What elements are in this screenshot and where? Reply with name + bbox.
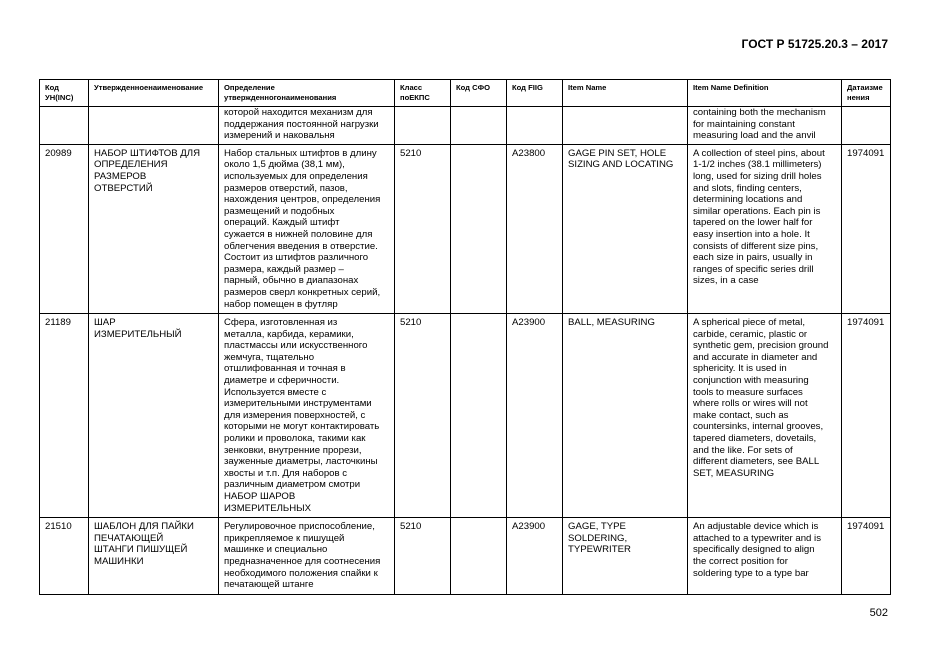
- cell-line: sphericity. It is used in: [693, 363, 787, 375]
- cell-line: Состоит из штифтов различного: [224, 252, 369, 264]
- table-row: [40, 107, 891, 145]
- cell-line: размеров сверл конкретных серий,: [224, 286, 381, 298]
- page-number: 502: [869, 607, 888, 619]
- cell-line: поддержания постоянной нагрузки: [224, 118, 379, 130]
- inc-cell: [40, 314, 89, 518]
- date-cell: [842, 314, 891, 518]
- name-cell: [89, 144, 219, 313]
- header-line: ЕКПС: [409, 93, 430, 102]
- fiig-cell: [507, 518, 563, 595]
- definition-cell: [219, 144, 395, 313]
- header-line: Класс по: [400, 83, 423, 102]
- cell-line: A23900: [512, 521, 546, 533]
- cell-line: containing both the mechanism: [693, 107, 826, 118]
- fiig-cell: [507, 314, 563, 518]
- cell-line: измерений и наковальня: [224, 130, 335, 142]
- header-item-def: [688, 80, 842, 107]
- header-fiig: [507, 80, 563, 107]
- item-name-cell: [563, 144, 688, 313]
- cell-line: около 1,5 дюйма (38,1 мм),: [224, 159, 345, 171]
- cell-line: BALL, MEASURING: [568, 317, 655, 329]
- cell-line: РАЗМЕРОВ: [94, 170, 147, 182]
- cell-line: SIZING AND LOCATING: [568, 159, 674, 171]
- name-cell: [89, 107, 219, 145]
- cell-line: tapered on the lower half for: [693, 217, 813, 229]
- header-date: [842, 80, 891, 107]
- class-cell: [395, 314, 451, 518]
- cell-line: Набор стальных штифтов в длину: [224, 147, 377, 159]
- cell-line: 1974091: [847, 147, 885, 159]
- table-row: [40, 144, 891, 313]
- cell-line: 5210: [400, 317, 422, 329]
- cell-line: ШАР: [94, 317, 116, 329]
- cell-line: and slots, finding centers,: [693, 182, 802, 194]
- cell-line: хвосты и т.п. Для наборов с: [224, 467, 348, 479]
- cell-line: парный, обычно в диапазонах: [224, 275, 359, 287]
- cell-line: размещений и подобных: [224, 205, 335, 217]
- cell-line: 21510: [45, 521, 72, 533]
- document-code: ГОСТ Р 51725.20.3 – 2017: [741, 37, 888, 51]
- cell-line: операций. Каждый штифт: [224, 217, 340, 229]
- cell-line: 21189: [45, 317, 71, 329]
- cell-line: SOLDERING,: [568, 532, 628, 544]
- item-def-cell: [688, 144, 842, 313]
- cell-line: облегчения введения в отверстие.: [224, 240, 378, 252]
- sfo-cell: [451, 518, 507, 595]
- cell-line: ОТВЕРСТИЙ: [94, 182, 153, 194]
- cell-line: НАБОР ШТИФТОВ ДЛЯ: [94, 147, 201, 159]
- cell-line: ШАБЛОН ДЛЯ ПАЙКИ: [94, 521, 194, 533]
- cell-line: размеров отверстий, пазов,: [224, 182, 348, 194]
- cell-line: the correct position for: [693, 555, 788, 567]
- cell-line: 5210: [400, 147, 422, 159]
- inc-cell: [40, 107, 89, 145]
- cell-line: ИЗМЕРИТЕЛЬНЫЙ: [94, 328, 182, 340]
- cell-line: ПЕЧАТАЮЩЕЙ: [94, 532, 164, 544]
- cell-line: A collection of steel pins, about: [693, 147, 825, 159]
- header-line: наименования: [281, 93, 337, 102]
- table-row: [40, 314, 891, 518]
- header-inc: [40, 80, 89, 107]
- cell-line: размера, каждый размер –: [224, 263, 344, 275]
- cell-line: sizes, in a case: [693, 275, 759, 287]
- header-definition: [219, 80, 395, 107]
- cell-line: которыми не могут контактировать: [224, 421, 380, 433]
- cell-line: conjunction with measuring: [693, 375, 809, 387]
- cell-line: ШТАНГИ ПИШУЩЕЙ: [94, 544, 188, 556]
- definition-cell: [219, 314, 395, 518]
- cell-line: long, used for sizing drill holes: [693, 170, 822, 182]
- cell-line: consists of different size pins,: [693, 240, 819, 252]
- sfo-cell: [451, 144, 507, 313]
- cell-line: набор помещен в футляр: [224, 298, 338, 310]
- cell-line: необходимого положения спайки к: [224, 567, 378, 579]
- header-line: Определение утвержденного: [224, 83, 282, 102]
- header-name: [89, 80, 219, 107]
- cell-line: диаметре и сферичности.: [224, 375, 340, 387]
- cell-line: для измерения поверхностей, с: [224, 409, 366, 421]
- cell-line: carbide, ceramic, plastic or: [693, 328, 808, 340]
- cell-line: An adjustable device which is: [693, 521, 819, 533]
- cell-line: НАБОР ШАРОВ: [224, 491, 296, 502]
- cell-line: машинке и специально: [224, 544, 328, 556]
- inc-cell: [40, 518, 89, 595]
- sfo-cell: [451, 107, 507, 145]
- cell-line: МАШИНКИ: [94, 555, 144, 567]
- header-class: [395, 80, 451, 107]
- cell-line: металла, карбида, керамики,: [224, 328, 354, 340]
- class-cell: [395, 107, 451, 145]
- cell-line: measuring load and the anvil: [693, 130, 816, 142]
- cell-line: SET, MEASURING: [693, 467, 775, 479]
- cell-line: Сфера, изготовленная из: [224, 317, 338, 329]
- cell-line: прикрепляемое к пишущей: [224, 532, 345, 544]
- table-header-row: [40, 80, 891, 107]
- cell-line: easy insertion into a hole. It: [693, 228, 810, 240]
- cell-line: отшлифованная и точная в: [224, 363, 346, 375]
- cell-line: A spherical piece of metal,: [693, 317, 805, 329]
- cell-line: specifically designed to align: [693, 544, 815, 556]
- cell-line: and accurate in diameter and: [693, 351, 818, 363]
- cell-line: пластмассы или искусственного: [224, 340, 368, 352]
- cell-line: TYPEWRITER: [568, 544, 631, 556]
- sfo-cell: [451, 314, 507, 518]
- cell-line: synthetic gem, precision ground: [693, 340, 829, 352]
- header-line: (INC): [55, 93, 74, 102]
- cell-line: ОПРЕДЕЛЕНИЯ: [94, 159, 168, 171]
- fiig-cell: [507, 144, 563, 313]
- cell-line: tools to measure surfaces: [693, 386, 803, 398]
- cell-line: determining locations and: [693, 194, 803, 206]
- item-name-cell: [563, 314, 688, 518]
- name-cell: [89, 518, 219, 595]
- header-line: Утвержденное: [94, 83, 149, 92]
- cell-line: печатающей штанге: [224, 579, 314, 591]
- cell-line: A23800: [512, 147, 546, 159]
- cell-line: различным диаметром смотри: [224, 479, 361, 491]
- item-name-cell: [563, 518, 688, 595]
- header-line: наименование: [148, 83, 204, 92]
- item-name-cell: [563, 107, 688, 145]
- date-cell: [842, 107, 891, 145]
- header-item-name: [563, 80, 688, 107]
- cell-line: 1974091: [847, 317, 885, 329]
- cell-line: Регулировочное приспособление,: [224, 521, 375, 533]
- cell-line: сужается в нижней половине для: [224, 228, 373, 240]
- cell-line: where rolls or wires will not: [693, 398, 808, 410]
- date-cell: [842, 144, 891, 313]
- cell-line: предназначенное для соотнесения: [224, 555, 381, 567]
- cell-line: similar operations. Each pin is: [693, 205, 821, 217]
- cell-line: ranges of specific series drill: [693, 263, 814, 275]
- header-line: Код FIIG: [512, 83, 543, 92]
- class-cell: [395, 518, 451, 595]
- header-line: изменения: [847, 83, 883, 102]
- date-cell: [842, 518, 891, 595]
- table-row: [40, 518, 891, 595]
- cell-line: используемых для определения: [224, 170, 368, 182]
- cell-line: soldering type to a type bar: [693, 567, 809, 579]
- header-sfo: [451, 80, 507, 107]
- inc-cell: [40, 144, 89, 313]
- cell-line: GAGE, TYPE: [568, 521, 626, 533]
- fiig-cell: [507, 107, 563, 145]
- definition-cell: [219, 107, 395, 145]
- cell-line: зенковки, внутренние прорези,: [224, 444, 362, 456]
- cell-line: ИЗМЕРИТЕЛЬНЫХ: [224, 502, 312, 514]
- cell-line: которой находится механизм для: [224, 107, 373, 118]
- class-cell: [395, 144, 451, 313]
- cell-line: tapered diameters, dovetails,: [693, 433, 817, 445]
- cell-line: for maintaining constant: [693, 118, 795, 130]
- definition-cell: [219, 518, 395, 595]
- item-def-cell: [688, 107, 842, 145]
- header-line: Item Name: [568, 83, 607, 92]
- cell-line: зауженные диаметры, ласточкины: [224, 456, 378, 468]
- cell-line: countersinks, internal grooves,: [693, 421, 824, 433]
- cell-line: 5210: [400, 521, 422, 533]
- header-line: Дата: [847, 83, 865, 92]
- cell-line: each size in pairs, usually in: [693, 252, 813, 264]
- cell-line: ролики и проволока, такими как: [224, 433, 366, 445]
- cell-line: attached to a typewriter and is: [693, 532, 821, 544]
- cell-line: and the like. For sets of: [693, 444, 793, 456]
- header-line: Item Name Definition: [693, 83, 769, 92]
- item-def-cell: [688, 518, 842, 595]
- header-line: Код СФО: [456, 83, 490, 92]
- cell-line: Используется вместе с: [224, 386, 327, 398]
- cell-line: make contact, such as: [693, 409, 789, 421]
- cell-line: измерительными инструментами: [224, 398, 372, 410]
- item-def-cell: [688, 314, 842, 518]
- cell-line: different diameters, see BALL: [693, 456, 820, 468]
- cell-line: 1974091: [847, 521, 885, 533]
- header-line: Код УН: [45, 83, 59, 102]
- cell-line: жемчуга, тщательно: [224, 351, 315, 363]
- cell-line: нахождения центров, определения: [224, 194, 381, 206]
- cell-line: 20989: [45, 147, 72, 159]
- catalog-table: [39, 79, 891, 595]
- cell-line: GAGE PIN SET, HOLE: [568, 147, 667, 159]
- name-cell: [89, 314, 219, 518]
- cell-line: A23900: [512, 317, 546, 329]
- cell-line: 1-1/2 inches (38.1 millimeters): [693, 159, 822, 171]
